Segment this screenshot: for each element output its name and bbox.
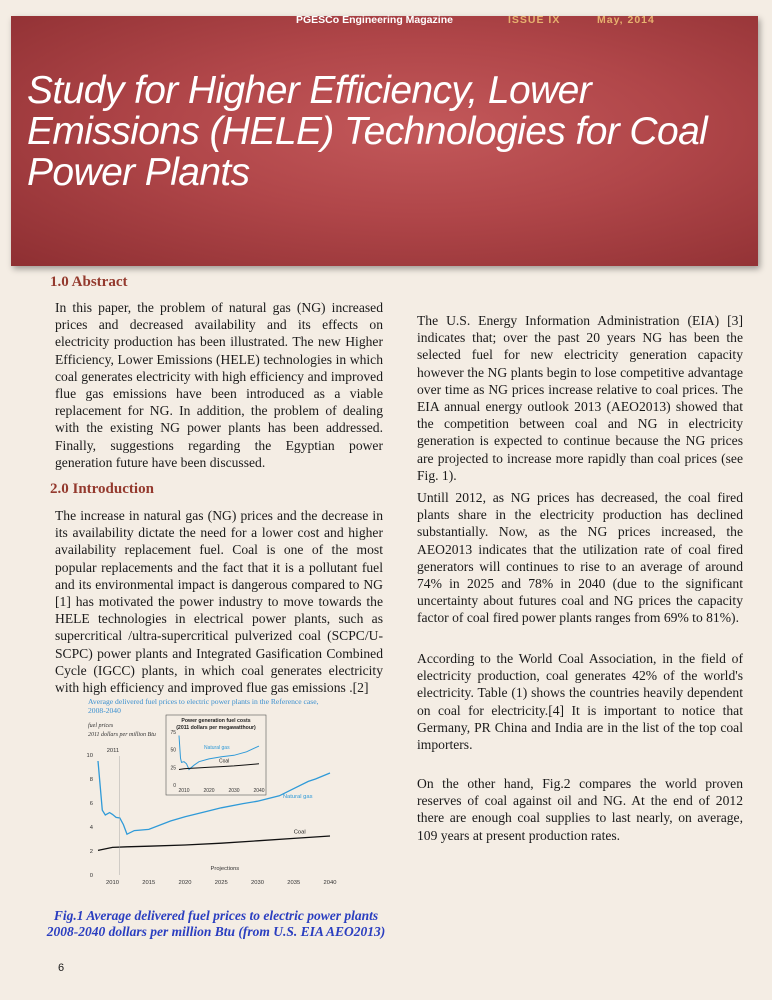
y-tick-label-75: 75 (170, 730, 176, 736)
y-tick-label-50: 50 (170, 747, 176, 754)
chart-title-line-1: Average delivered fuel prices to electric power plants in the Reference case, (88, 697, 319, 706)
body-paragraph-world-coal: According to the World Coal Association, in the field of electricity production, coal generates 42% of the world's electricity. Table (1) shows the countries heavily dependent on coal for electricity.[4] It is important to notice that Germany, PR China and India are in the list of the top coal importers. (417, 651, 743, 753)
coal-series-label: Coal (219, 758, 230, 765)
y-tick-label-10: 10 (86, 753, 93, 759)
coal-series-label: Coal (293, 829, 306, 836)
abstract-heading: 1.0 Abstract (50, 274, 128, 290)
x-tick-label-2040: 2040 (253, 788, 265, 794)
x-tick-label-2030: 2030 (251, 880, 264, 886)
inset-chart-title-line-1: Power generation fuel costs (181, 718, 251, 724)
figure-caption: Fig.1 Average delivered fuel prices to electric power plants 2008-2040 dollars per million Btu (from U.S. EIA AEO2013) (46, 908, 386, 939)
fuel-price-chart (84, 692, 346, 894)
body-paragraph-eia: The U.S. Energy Information Administration (EIA) [3] indicates that; over the past 20 years NG has been the selected fuel for new electricity generation capacity however the NG plants begin to lose competitive advantage over time as NG prices increase relative to coal prices. The EIA annual energy outlook 2013 (AEO2013) showed that the competition between coal and NG in electricity generation is expected to continue because the NG prices are projected to increase more rapidly than coal prices (see Fig. 1). (417, 313, 743, 483)
page-number: 6 (58, 962, 65, 974)
x-tick-label-2035: 2035 (287, 880, 301, 886)
y-tick-label-0: 0 (89, 873, 93, 879)
y-tick-label-0: 0 (173, 783, 176, 789)
magazine-name: PGESCo Engineering Magazine (296, 14, 453, 26)
year-2011-annotation: 2011 (106, 748, 120, 754)
chart-title-line-2: 2008-2040 (88, 706, 121, 715)
introduction-paragraph: The increase in natural gas (NG) prices and the decrease in its availability dictate the need for a lower cost and higher availability replacement fuel. Coal is one of the most popular replacements and the fact that it is a pollutant fuel and its environmental impact is dangerous compared to NG [1] has motivated the power industry to move towards the HELE technologies in electrical power plants, such as supercritical /ultra-supercritical pulverized coal (SCPC/U-SCPC) power plants and Integrated Gasification Combined Cycle (IGCC) plants, in which coal generates electricity with high efficiency and improved flue gas emissions .[2] (55, 508, 383, 696)
introduction-heading: 2.0 Introduction (50, 481, 154, 497)
article-title: Study for Higher Efficiency, Lower Emissions (HELE) Technologies for Coal Power Plants (27, 69, 708, 194)
x-tick-label-2020: 2020 (178, 880, 192, 886)
header-bar (0, 14, 772, 32)
natural-gas-series-label: Natural gas (282, 794, 313, 801)
y-tick-label-6: 6 (89, 801, 93, 807)
x-tick-label-2015: 2015 (142, 880, 156, 886)
issue-number: ISSUE IX (508, 14, 561, 26)
x-tick-label-2025: 2025 (214, 880, 228, 886)
issue-date: May, 2014 (597, 14, 655, 26)
x-tick-label-2020: 2020 (203, 788, 215, 794)
body-paragraph-coal-share: Untill 2012, as NG prices has decreased, the coal fired plants share in the electricity production has declined substantially. Now, as the NG prices increased, the AEO2013 indicates that the utilization rate of coal fired generators will continues to rise to an average of around 74% in 2025 and 78% in 2040 (due to the significant uncertainty about futures coal and NG prices the capacity factor of coal fired power plants ranges from 69% to 81%). (417, 490, 743, 626)
y-tick-label-25: 25 (170, 765, 176, 772)
inset-chart-plot (166, 715, 266, 795)
inset-chart-title-line-2: (2011 dollars per megawatthour) (176, 725, 256, 731)
x-tick-label-2010: 2010 (106, 880, 119, 886)
x-tick-label-2010: 2010 (178, 788, 190, 794)
y-tick-label-4: 4 (89, 825, 93, 831)
projections-annotation: Projections (210, 866, 240, 872)
natural-gas-series-label: Natural gas (204, 744, 230, 751)
body-paragraph-reserves: On the other hand, Fig.2 compares the world proven reserves of coal against oil and NG. At the end of 2012 there are enough coal supplies to last nearly, on average, 109 years at present production rates. (417, 776, 743, 843)
abstract-paragraph: In this paper, the problem of natural gas (NG) increased prices and decreased availability and its effects on electricity production has been illustrated. The new Higher Efficiency, Lower Emissions (HELE) technologies in which coal generates electricity with high efficiency and improved flue gas emissions have been introduced as a viable replacement for NG. In addition, the problem of dealing with the existing NG power plants has been addressed. Finally, suggestions regarding the Egyptian power generation future have been discussed. (55, 300, 383, 470)
x-tick-label-2030: 2030 (228, 788, 240, 794)
coal-series-line (98, 836, 330, 850)
chart-ylabel-line-2: 2011 dollars per million Btu (88, 732, 156, 738)
x-tick-label-2040: 2040 (323, 880, 337, 886)
y-tick-label-8: 8 (89, 777, 93, 783)
chart-ylabel-line-1: fuel prices (88, 723, 114, 729)
y-tick-label-2: 2 (89, 849, 93, 855)
